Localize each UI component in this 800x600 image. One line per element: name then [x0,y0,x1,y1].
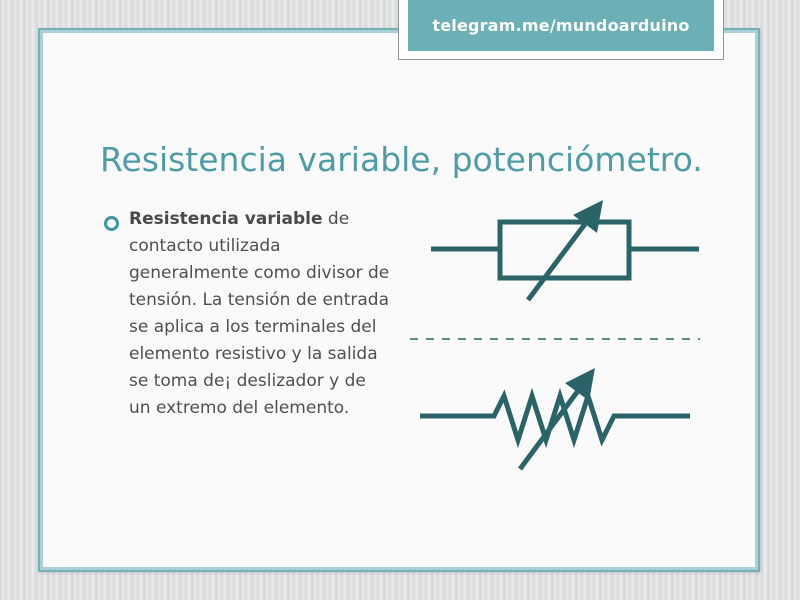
bullet-bold-text: Resistencia variable [129,209,323,229]
slide-title: Resistencia variable, potenciómetro. [100,140,703,179]
variable-resistor-box-symbol-icon [431,212,699,300]
bullet-icon [104,216,119,231]
resistor-symbols [400,190,720,480]
bullet-body-text: de contacto utilizada generalmente como divisor de tensión. La tensión de entrada se aplica a los terminales del elemento resistivo y la salida se toma de¡ deslizador y de un extremo del elemento. [129,209,390,418]
bullet-text [129,206,391,422]
header-tag-text: telegram.me/mundoarduino [432,16,690,35]
variable-resistor-zigzag-symbol-icon [420,380,690,469]
header-tag[interactable] [408,0,714,51]
